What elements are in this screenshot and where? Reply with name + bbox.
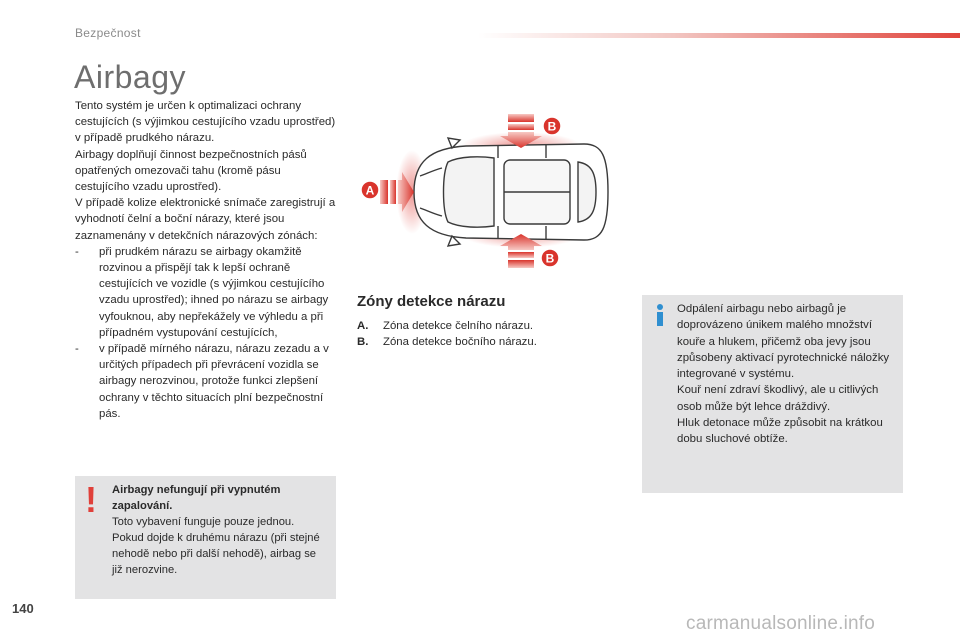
intro-paragraph-1: Tento systém je určen k optimalizaci ochrany cestujících (s výjimkou cestujícího vzadu uprostřed) v případě prudkého nárazu. (75, 100, 336, 145)
info-text (677, 301, 897, 448)
info-paragraph-2: Kouř není zdraví škodlivý, ale u citlivých osob může být lehce dráždivý. (677, 384, 879, 413)
section-title: Bezpečnost (75, 26, 141, 40)
zones-legend (357, 318, 617, 351)
info-paragraph-3: Hluk detonace může způsobit na krátkou dobu sluchové obtíže. (677, 417, 883, 446)
intro-text (75, 98, 337, 422)
zone-b-key: B. (357, 336, 369, 349)
zone-b-text: Zóna detekce bočního nárazu. (383, 336, 537, 349)
impact-zones-diagram (356, 110, 618, 272)
bullet-text: při prudkém nárazu se airbagy okamžitě rozvinou a přispějí tak k lepší ochraně cestujících ve vozidle (s výjimkou cestujícího vzadu uprostřed); ihned po nárazu se airbagy vyfouknou, aby nepřekážely ve výhledu a při případném vystupování cestujících, (99, 245, 329, 339)
warning-icon: ! (85, 479, 97, 520)
zone-a-item (357, 318, 617, 334)
zones-heading: Zóny detekce nárazu (357, 293, 506, 310)
warning-title: Airbagy nefungují při vypnutém zapalování. (112, 484, 281, 512)
label-b-top: B (547, 119, 557, 134)
warning-text (112, 482, 322, 578)
label-badge-a (361, 181, 379, 199)
label-badge-b-bottom (541, 249, 559, 267)
zone-a-key: A. (357, 320, 369, 332)
warning-body: Toto vybavení funguje pouze jednou. Pokud dojde k druhému nárazu (při stejné nehodě nebo při další nehodě), airbag se již nerozvine. (112, 516, 320, 576)
intro-paragraph-3: V případě kolize elektronické snímače zaregistrují a vyhodnotí čelní a boční nárazy, které jsou zaznamenány v detekčních nárazových zónách: (75, 197, 336, 242)
header-divider (478, 33, 960, 38)
bullet-marker: - (75, 343, 79, 356)
zone-a-text: Zóna detekce čelního nárazu. (383, 320, 534, 332)
info-icon (650, 303, 670, 327)
zone-b-item (357, 334, 617, 350)
page-number: 140 (12, 601, 34, 616)
warning-box (75, 476, 336, 599)
page-title: Airbagy (74, 59, 186, 95)
info-paragraph-1: Odpálení airbagu nebo airbagů je doprovázeno únikem malého množství kouře a hlukem, přičemž oba jevy jsou způsobeny aktivací pyrotechnické náložky integrované v systému. (677, 303, 890, 381)
label-a: A (365, 183, 375, 198)
info-box (642, 295, 903, 493)
label-b-bottom: B (545, 251, 555, 266)
bullet-marker: - (75, 245, 79, 258)
intro-bullet-2 (75, 341, 337, 422)
label-badge-b-top (543, 117, 561, 135)
intro-paragraph-2: Airbagy doplňují činnost bezpečnostních pásů opatřených omezovači tahu (kromě pásu cestujícího vzadu uprostřed). (75, 148, 307, 194)
bullet-text: v případě mírného nárazu, nárazu zezadu a v určitých případech při převrácení vozidla se airbagy nerozvinou, protože funkci zlepšení ochrany v těchto situacích plní bezpečnostní pás. (99, 343, 329, 420)
watermark: carmanualsonline.info (686, 613, 876, 634)
car-top-view (414, 138, 608, 246)
intro-bullet-1 (75, 244, 337, 341)
